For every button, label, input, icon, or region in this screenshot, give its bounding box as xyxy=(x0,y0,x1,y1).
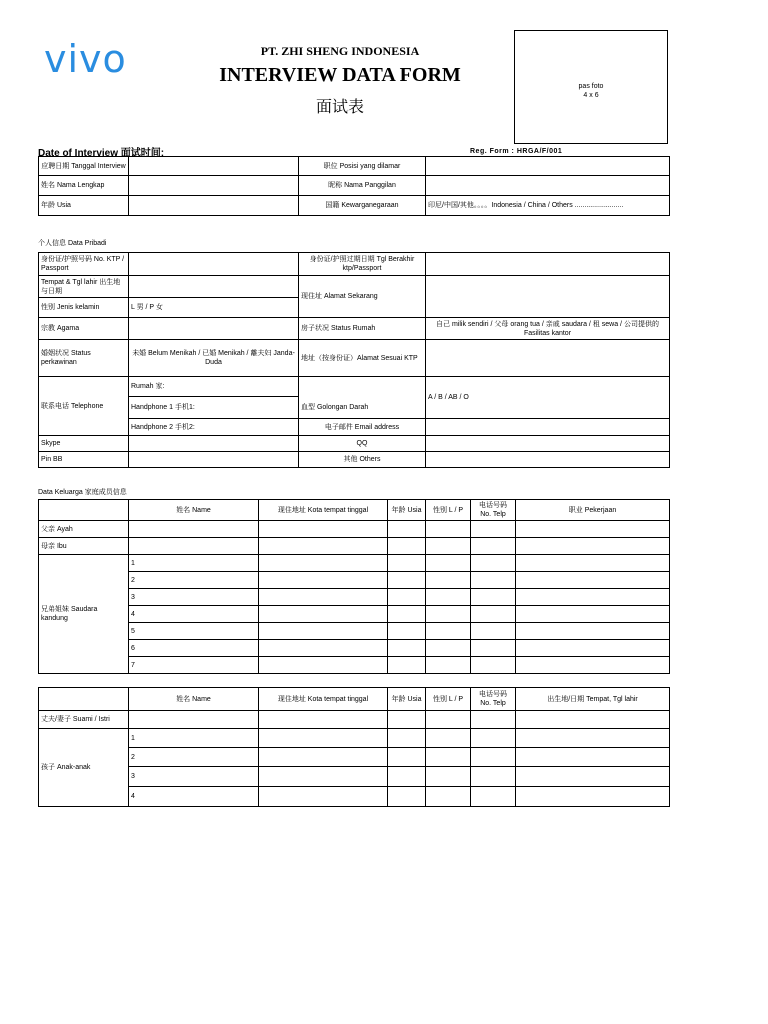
sibling-gender-field[interactable] xyxy=(426,555,471,572)
ktp-address-field[interactable] xyxy=(426,340,670,377)
full-name-field[interactable] xyxy=(129,176,299,196)
sibling-age-field[interactable] xyxy=(388,555,426,572)
position-label: 职位 Posisi yang dilamar xyxy=(299,157,426,176)
spouse-header-phone: 电话号码 No. Telp xyxy=(471,688,516,711)
email-label: 电子邮件 Email address xyxy=(299,419,426,436)
spouse-header-birth: 出生地/日期 Tempat, Tgl lahir xyxy=(516,688,670,711)
family-data-table xyxy=(38,499,670,674)
qq-field[interactable] xyxy=(426,436,670,452)
family-header-job: 职业 Pekerjaan xyxy=(516,500,670,521)
address-label: 现住址 Alamat Sekarang xyxy=(299,276,426,318)
child-phone-field[interactable] xyxy=(471,767,516,787)
table-row xyxy=(39,729,670,748)
child-birth-field[interactable] xyxy=(516,787,670,807)
sibling-age-field[interactable] xyxy=(388,640,426,657)
ktp-expiry-field[interactable] xyxy=(426,253,670,276)
vivo-logo: vivo xyxy=(44,37,127,81)
age-field[interactable] xyxy=(129,196,299,216)
child-2-name-field[interactable]: 2 xyxy=(129,748,259,767)
blood-type-field[interactable]: A / B / AB / O xyxy=(426,377,670,419)
sibling-job-field[interactable] xyxy=(516,572,670,589)
child-phone-field[interactable] xyxy=(471,748,516,767)
family-header-city: 现住地址 Kota tempat tinggal xyxy=(259,500,388,521)
photo-box xyxy=(514,30,668,144)
child-birth-field[interactable] xyxy=(516,748,670,767)
father-age-field[interactable] xyxy=(388,521,426,538)
sibling-3-name-field[interactable]: 3 xyxy=(129,589,259,606)
spouse-header-city: 现住地址 Kota tempat tinggal xyxy=(259,688,388,711)
sibling-7-name-field[interactable]: 7 xyxy=(129,657,259,674)
sibling-gender-field[interactable] xyxy=(426,657,471,674)
others-field[interactable] xyxy=(426,452,670,468)
form-title: INTERVIEW DATA FORM xyxy=(219,64,461,86)
interview-date-label: 应聘日期 Tanggal Interview xyxy=(39,157,129,176)
nationality-field[interactable]: 印尼/中国/其他。。。。Indonesia / China / Others ......................... xyxy=(426,196,670,216)
sibling-1-name-field[interactable]: 1 xyxy=(129,555,259,572)
table-row xyxy=(39,589,670,606)
birth-field[interactable] xyxy=(129,276,299,298)
table-row xyxy=(39,657,670,674)
table-row xyxy=(39,419,670,436)
mother-job-field[interactable] xyxy=(516,538,670,555)
sibling-job-field[interactable] xyxy=(516,606,670,623)
child-age-field[interactable] xyxy=(388,767,426,787)
child-phone-field[interactable] xyxy=(471,729,516,748)
spouse-header-gender: 性别 L / P xyxy=(426,688,471,711)
child-gender-field[interactable] xyxy=(426,748,471,767)
pinbb-label: Pin BB xyxy=(39,452,129,468)
sibling-city-field[interactable] xyxy=(259,555,388,572)
marital-field[interactable]: 未婚 Belum Menikah / 已婚 Menikah / 離夫妇 Janda-Duda xyxy=(129,340,299,377)
blood-type-spacer xyxy=(299,377,426,397)
sibling-age-field[interactable] xyxy=(388,572,426,589)
table-row xyxy=(39,748,670,767)
table-row xyxy=(39,157,670,176)
sibling-phone-field[interactable] xyxy=(471,623,516,640)
family-header-phone: 电话号码 No. Telp xyxy=(471,500,516,521)
qq-label: QQ xyxy=(299,436,426,452)
sibling-4-name-field[interactable]: 4 xyxy=(129,606,259,623)
sibling-phone-field[interactable] xyxy=(471,555,516,572)
sibling-city-field[interactable] xyxy=(259,589,388,606)
ktp-label: 身份证/护照号码 No. KTP / Passport xyxy=(39,253,129,276)
sibling-phone-field[interactable] xyxy=(471,572,516,589)
home-phone-field[interactable]: Rumah 家: xyxy=(129,377,299,397)
ktp-field[interactable] xyxy=(129,253,299,276)
child-city-field[interactable] xyxy=(259,729,388,748)
father-city-field[interactable] xyxy=(259,521,388,538)
sibling-phone-field[interactable] xyxy=(471,640,516,657)
mother-age-field[interactable] xyxy=(388,538,426,555)
form-subtitle: 面试表 xyxy=(315,97,364,116)
ktp-address-label: 地址（按身份证）Alamat Sesuai KTP xyxy=(299,340,426,377)
table-row xyxy=(39,500,670,521)
skype-field[interactable] xyxy=(129,436,299,452)
personal-data-table xyxy=(38,252,670,468)
table-row xyxy=(39,555,670,572)
sibling-gender-field[interactable] xyxy=(426,589,471,606)
child-phone-field[interactable] xyxy=(471,787,516,807)
table-row xyxy=(39,452,670,468)
table-row xyxy=(39,640,670,657)
age-label: 年龄 Usia xyxy=(39,196,129,216)
spouse-phone-field[interactable] xyxy=(471,711,516,729)
table-row xyxy=(39,318,670,340)
children-label: 孩子 Anak-anak xyxy=(39,729,129,807)
child-gender-field[interactable] xyxy=(426,729,471,748)
ktp-expiry-label: 身份证/护照过期日期 Tgl Berakhir ktp/Passport xyxy=(299,253,426,276)
father-gender-field[interactable] xyxy=(426,521,471,538)
spouse-name-field[interactable] xyxy=(129,711,259,729)
address-field[interactable] xyxy=(426,276,670,318)
sibling-age-field[interactable] xyxy=(388,623,426,640)
child-city-field[interactable] xyxy=(259,767,388,787)
personal-data-heading: 个人信息 Data Pribadi xyxy=(38,240,107,247)
child-3-name-field[interactable]: 3 xyxy=(129,767,259,787)
family-data-heading: Data Keluarga 家庭成员信息 xyxy=(38,489,127,496)
position-field[interactable] xyxy=(426,157,670,176)
phone-label: 联系电话 Telephone xyxy=(39,377,129,436)
father-phone-field[interactable] xyxy=(471,521,516,538)
house-status-field[interactable]: 自己 milik sendiri / 父母 orang tua / 亲戚 saudara / 租 sewa / 公司提供的 Fasilitas kantor xyxy=(426,318,670,340)
sibling-5-name-field[interactable]: 5 xyxy=(129,623,259,640)
spouse-header-blank xyxy=(39,688,129,711)
company-name: PT. ZHI SHENG INDONESIA xyxy=(260,44,420,58)
photo-label: pas foto xyxy=(578,83,604,90)
skype-label: Skype xyxy=(39,436,129,452)
sibling-gender-field[interactable] xyxy=(426,572,471,589)
mother-gender-field[interactable] xyxy=(426,538,471,555)
sibling-city-field[interactable] xyxy=(259,606,388,623)
spouse-gender-field[interactable] xyxy=(426,711,471,729)
sibling-job-field[interactable] xyxy=(516,640,670,657)
date-of-interview-label: Date of Interview 面试时间: xyxy=(38,148,165,159)
sibling-age-field[interactable] xyxy=(388,657,426,674)
nickname-field[interactable] xyxy=(426,176,670,196)
sibling-gender-field[interactable] xyxy=(426,640,471,657)
house-status-label: 房子状况 Status Rumah xyxy=(299,318,426,340)
child-age-field[interactable] xyxy=(388,748,426,767)
nationality-label: 国籍 Kewarganegaraan xyxy=(299,196,426,216)
hp1-field[interactable]: Handphone 1 手机1: xyxy=(129,397,299,419)
sibling-city-field[interactable] xyxy=(259,572,388,589)
child-1-name-field[interactable]: 1 xyxy=(129,729,259,748)
religion-label: 宗教 Agama xyxy=(39,318,129,340)
full-name-label: 姓名 Nama Lengkap xyxy=(39,176,129,196)
email-field[interactable] xyxy=(426,419,670,436)
others-label: 其他 Others xyxy=(299,452,426,468)
mother-phone-field[interactable] xyxy=(471,538,516,555)
birth-label: Tempat & Tgl lahir 出生地与日期 xyxy=(39,276,129,298)
sibling-gender-field[interactable] xyxy=(426,623,471,640)
sibling-2-name-field[interactable]: 2 xyxy=(129,572,259,589)
sibling-city-field[interactable] xyxy=(259,623,388,640)
sibling-job-field[interactable] xyxy=(516,657,670,674)
table-row xyxy=(39,276,670,298)
reg-form-code: Reg. Form : HRGA/F/001 xyxy=(470,148,563,155)
family-header-gender: 性别 L / P xyxy=(426,500,471,521)
family-header-name: 姓名 Name xyxy=(129,500,259,521)
sibling-city-field[interactable] xyxy=(259,640,388,657)
table-row xyxy=(39,623,670,640)
table-row xyxy=(39,688,670,711)
marital-label: 婚姻状况 Status perkawinan xyxy=(39,340,129,377)
sibling-city-field[interactable] xyxy=(259,657,388,674)
table-row xyxy=(39,377,670,397)
family-header-age: 年龄 Usia xyxy=(388,500,426,521)
child-age-field[interactable] xyxy=(388,787,426,807)
spouse-header-age: 年龄 Usia xyxy=(388,688,426,711)
child-gender-field[interactable] xyxy=(426,767,471,787)
siblings-label: 兄弟姐妹 Saudara kandung xyxy=(39,555,129,674)
father-name-field[interactable] xyxy=(129,521,259,538)
blood-type-label: 血型 Golongan Darah xyxy=(299,397,426,419)
sibling-job-field[interactable] xyxy=(516,589,670,606)
table-row xyxy=(39,767,670,787)
table-row xyxy=(39,521,670,538)
interview-info-table xyxy=(38,156,670,216)
gender-label: 性别 Jenis kelamin xyxy=(39,298,129,318)
nickname-label: 昵称 Nama Panggilan xyxy=(299,176,426,196)
sibling-gender-field[interactable] xyxy=(426,606,471,623)
table-row xyxy=(39,340,670,377)
child-birth-field[interactable] xyxy=(516,767,670,787)
table-row xyxy=(39,196,670,216)
child-city-field[interactable] xyxy=(259,748,388,767)
table-row xyxy=(39,436,670,452)
table-row xyxy=(39,787,670,807)
sibling-6-name-field[interactable]: 6 xyxy=(129,640,259,657)
sibling-age-field[interactable] xyxy=(388,589,426,606)
father-label: 父亲 Ayah xyxy=(39,521,129,538)
child-birth-field[interactable] xyxy=(516,729,670,748)
table-row xyxy=(39,253,670,276)
child-gender-field[interactable] xyxy=(426,787,471,807)
spouse-birth-field[interactable] xyxy=(516,711,670,729)
table-row xyxy=(39,572,670,589)
pinbb-field[interactable] xyxy=(129,452,299,468)
spouse-children-table xyxy=(38,687,670,807)
table-row xyxy=(39,176,670,196)
spouse-label: 丈夫/妻子 Suami / Istri xyxy=(39,711,129,729)
sibling-age-field[interactable] xyxy=(388,606,426,623)
spouse-header-name: 姓名 Name xyxy=(129,688,259,711)
family-header-blank xyxy=(39,500,129,521)
table-row xyxy=(39,538,670,555)
sibling-job-field[interactable] xyxy=(516,623,670,640)
child-4-name-field[interactable]: 4 xyxy=(129,787,259,807)
sibling-phone-field[interactable] xyxy=(471,606,516,623)
spouse-age-field[interactable] xyxy=(388,711,426,729)
interview-date-field[interactable] xyxy=(129,157,299,176)
religion-field[interactable] xyxy=(129,318,299,340)
gender-field[interactable]: L 男 / P 女 xyxy=(129,298,299,318)
spouse-city-field[interactable] xyxy=(259,711,388,729)
child-age-field[interactable] xyxy=(388,729,426,748)
sibling-phone-field[interactable] xyxy=(471,589,516,606)
table-row xyxy=(39,711,670,729)
mother-name-field[interactable] xyxy=(129,538,259,555)
sibling-job-field[interactable] xyxy=(516,555,670,572)
table-row xyxy=(39,606,670,623)
sibling-phone-field[interactable] xyxy=(471,657,516,674)
mother-label: 母亲 Ibu xyxy=(39,538,129,555)
father-job-field[interactable] xyxy=(516,521,670,538)
child-city-field[interactable] xyxy=(259,787,388,807)
photo-size: 4 x 6 xyxy=(583,92,599,99)
hp2-field[interactable]: Handphone 2 手机2: xyxy=(129,419,299,436)
mother-city-field[interactable] xyxy=(259,538,388,555)
